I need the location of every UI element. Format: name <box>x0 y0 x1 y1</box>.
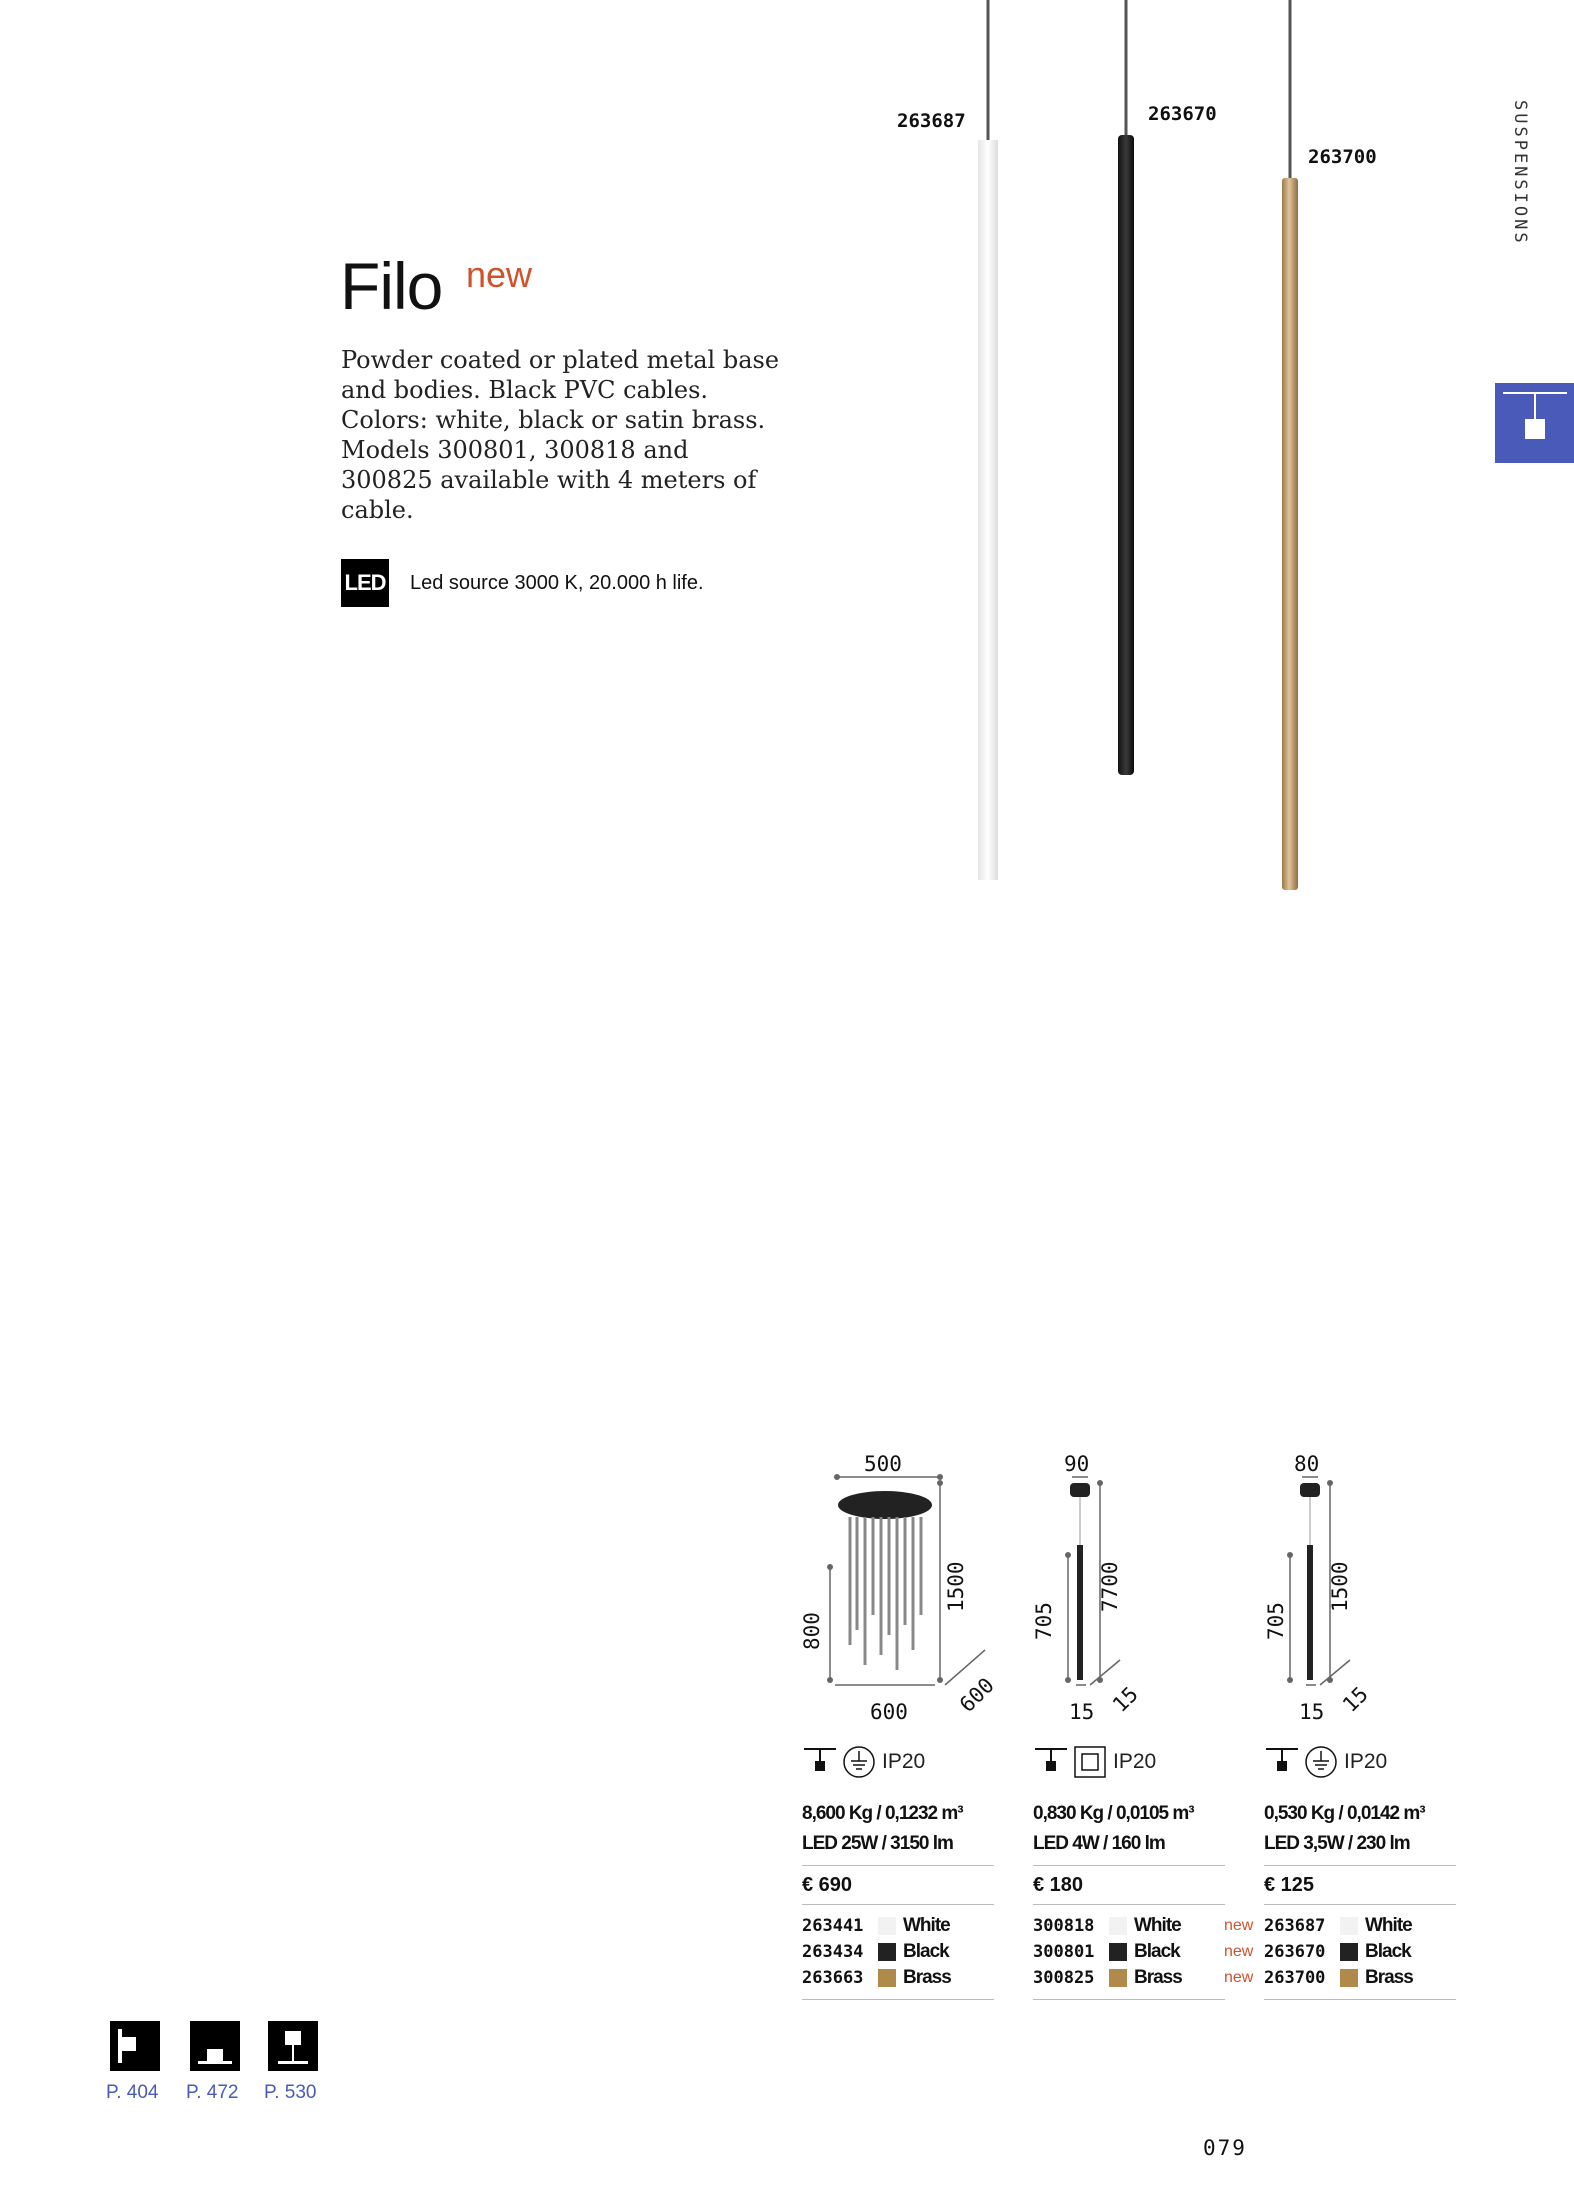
page-ref[interactable]: P. 404 <box>106 2082 159 2103</box>
product-photo <box>900 0 1380 920</box>
dim-diag: 15 <box>1108 1682 1143 1717</box>
variant-color: Black <box>1365 1941 1411 1962</box>
variant-code: 300801 <box>1033 1942 1095 1962</box>
variant-code: 263441 <box>802 1916 864 1936</box>
variant-row <box>1264 1913 1456 1939</box>
variant-code: 300825 <box>1033 1968 1095 1988</box>
dim-left: 800 <box>800 1612 824 1650</box>
dim-left: 705 <box>1264 1602 1288 1640</box>
variant-row <box>802 1939 994 1965</box>
variant-color: Black <box>1134 1941 1180 1962</box>
price: € 690 <box>802 1874 853 1896</box>
white-swatch <box>1340 1917 1358 1935</box>
variant-row <box>802 1965 994 1991</box>
brass-swatch <box>878 1969 896 1987</box>
weight-volume: 8,600 Kg / 0,1232 m³ <box>802 1803 963 1824</box>
dim-height: 7700 <box>1098 1561 1122 1612</box>
variant-row <box>1033 1965 1225 1991</box>
section-tab[interactable] <box>1495 383 1574 463</box>
suspension-icon <box>1264 1745 1300 1775</box>
variant-code: 300818 <box>1033 1916 1095 1936</box>
variant-color: Black <box>903 1941 949 1962</box>
spec-block-2 <box>1033 1799 1225 2000</box>
black-swatch <box>878 1943 896 1961</box>
white-swatch <box>878 1917 896 1935</box>
variant-color: Brass <box>903 1967 951 1988</box>
dim-left: 705 <box>1032 1602 1056 1640</box>
variant-code: 263663 <box>802 1968 864 1988</box>
wall-lamp-icon[interactable] <box>110 2021 160 2071</box>
led-power: LED 3,5W / 230 lm <box>1264 1833 1410 1854</box>
led-source-text: Led source 3000 K, 20.000 h life. <box>410 572 704 594</box>
spec-block-3 <box>1224 1799 1456 2000</box>
table-lamp-icon[interactable] <box>268 2021 318 2071</box>
dim-top: 80 <box>1294 1452 1320 1476</box>
dim-top: 90 <box>1064 1452 1090 1476</box>
earth-class-icon <box>1304 1745 1338 1779</box>
variant-row <box>1033 1913 1225 1939</box>
weight-volume: 0,530 Kg / 0,0142 m³ <box>1264 1803 1425 1824</box>
product-title: Filo <box>340 249 443 323</box>
suspension-icon <box>1495 383 1574 463</box>
variant-color: White <box>903 1915 950 1936</box>
variant-code: 263687 <box>1264 1916 1326 1936</box>
variant-row <box>1033 1939 1225 1965</box>
photo-code-brass: 263700 <box>1308 146 1377 168</box>
variant-row <box>802 1913 994 1939</box>
ip-rating: IP20 <box>1113 1750 1157 1773</box>
dim-diag: 15 <box>1338 1682 1373 1717</box>
tube-brass <box>1282 178 1298 890</box>
variant-color: White <box>1365 1915 1412 1936</box>
variant-row <box>1264 1939 1456 1965</box>
led-power: LED 4W / 160 lm <box>1033 1833 1165 1854</box>
dim-diag: 600 <box>955 1673 999 1717</box>
led-power: LED 25W / 3150 lm <box>802 1833 953 1854</box>
brass-swatch <box>1340 1969 1358 1987</box>
product-description: Powder coated or plated metal base and bodies. Black PVC cables. Colors: white, black or satin brass. Models 300801, 300818 and 300825 available with 4 meters of cable. <box>341 346 780 524</box>
section-label: SUSPENSIONS <box>1510 100 1530 246</box>
dim-bottom: 15 <box>1069 1700 1095 1724</box>
earth-class-icon <box>842 1745 876 1779</box>
page-ref[interactable]: P. 530 <box>264 2082 317 2103</box>
variant-color: Brass <box>1365 1967 1413 1988</box>
dim-bottom: 600 <box>870 1700 908 1724</box>
tube-black <box>1118 135 1134 775</box>
photo-code-black: 263670 <box>1148 103 1217 125</box>
variant-code: 263700 <box>1264 1968 1326 1988</box>
suspension-icon <box>1033 1745 1069 1775</box>
dim-height: 1500 <box>944 1561 968 1612</box>
ip-rating: IP20 <box>1344 1750 1388 1773</box>
page-ref[interactable]: P. 472 <box>186 2082 239 2103</box>
variant-color: White <box>1134 1915 1181 1936</box>
photo-code-white: 263687 <box>897 110 966 132</box>
page-number: 079 <box>1203 2136 1247 2160</box>
new-tag: new <box>1224 1969 1254 1986</box>
black-swatch <box>1109 1943 1127 1961</box>
new-tag: new <box>1224 1917 1254 1934</box>
white-swatch <box>1109 1917 1127 1935</box>
tube-white <box>978 140 998 880</box>
double-insulation-icon <box>1073 1745 1107 1779</box>
dim-bottom: 15 <box>1299 1700 1325 1724</box>
spec-block-1 <box>802 1799 994 2000</box>
led-badge: LED <box>341 559 389 607</box>
new-tag: new <box>1224 1943 1254 1960</box>
new-tag: new <box>466 254 533 295</box>
variant-row <box>1264 1965 1456 1991</box>
dim-top: 500 <box>864 1452 902 1476</box>
ip-rating: IP20 <box>882 1750 926 1773</box>
price: € 180 <box>1033 1874 1084 1896</box>
brass-swatch <box>1109 1969 1127 1987</box>
black-swatch <box>1340 1943 1358 1961</box>
price: € 125 <box>1264 1874 1315 1896</box>
ceiling-lamp-icon[interactable] <box>190 2021 240 2071</box>
variant-code: 263670 <box>1264 1942 1326 1962</box>
weight-volume: 0,830 Kg / 0,0105 m³ <box>1033 1803 1194 1824</box>
variant-code: 263434 <box>802 1942 864 1962</box>
dim-height: 1500 <box>1328 1561 1352 1612</box>
suspension-icon <box>802 1745 838 1775</box>
variant-color: Brass <box>1134 1967 1182 1988</box>
